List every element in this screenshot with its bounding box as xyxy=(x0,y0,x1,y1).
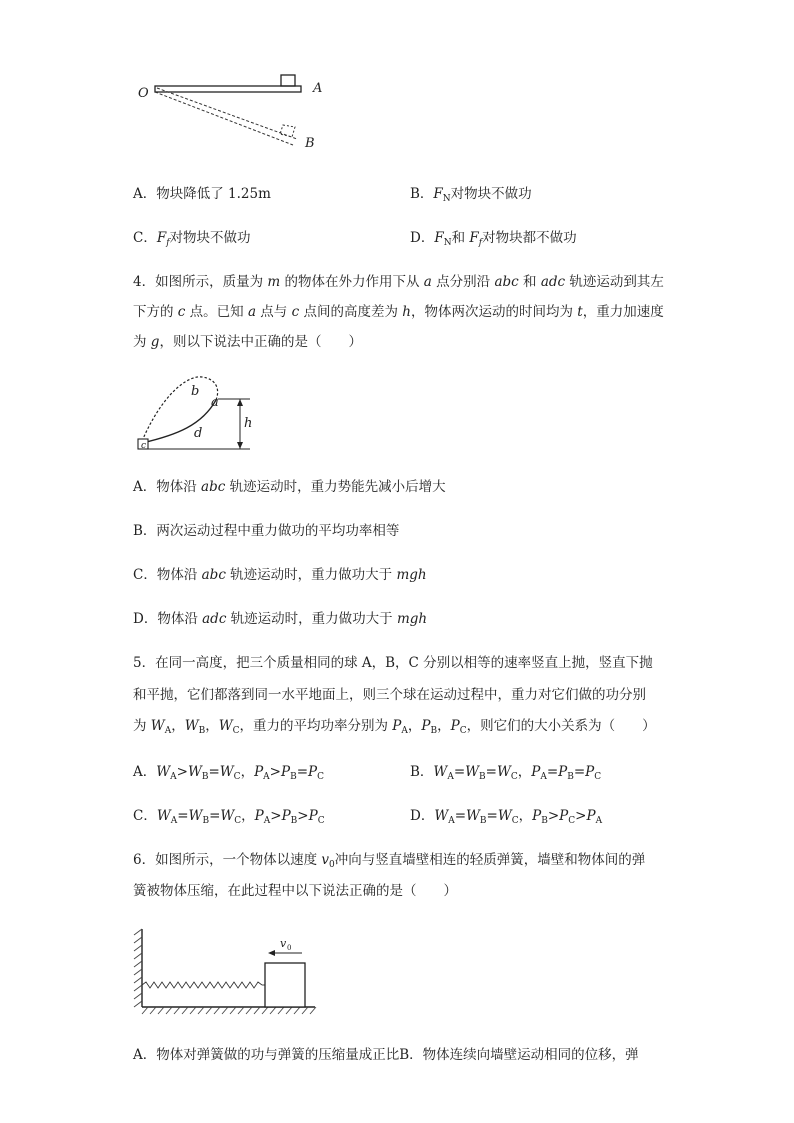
q5-stem-line3: 为 $W_A$，$W_B$，$W_C$，重力的平均功率分别为 $P_A$，$P_B$，$P_C$，则它们的大小关系为（ ） xyxy=(133,718,656,736)
fig3-label-b: B xyxy=(305,136,315,151)
q6-figure xyxy=(130,925,330,1017)
q5-option-c: C．$W_A=W_B=W_C$，$P_A>P_B>P_C$ xyxy=(133,808,325,826)
fig3-label-o: O xyxy=(138,86,149,101)
q4-option-a: A．物体沿 abc 轨迹运动时，重力势能先减小后增大 xyxy=(133,479,446,495)
fig4-label-b: b xyxy=(191,384,200,399)
q4-stem-line2: 下方的 c 点。已知 a 点与 c 点间的高度差为 h，物体两次运动的时间均为 t，重力加速度 xyxy=(133,304,664,320)
fig4-label-a: a xyxy=(211,395,219,410)
q3-figure xyxy=(130,65,330,165)
q3-option-a: A．物块降低了 1.25m xyxy=(133,186,271,202)
q6-option-a: A．物体对弹簧做的功与弹簧的压缩量成正比B．物体连续向墙壁运动相同的位移，弹 xyxy=(133,1047,639,1063)
fig3-label-a: A xyxy=(313,81,323,96)
fig6-label-v: v xyxy=(280,937,287,950)
q5-option-a: A．$W_A>W_B=W_C$，$P_A>P_B=P_C$ xyxy=(133,764,324,782)
q4-option-c: C．物体沿 abc 轨迹运动时，重力做功大于 mgh xyxy=(133,567,427,583)
q4-stem-line1: 4．如图所示，质量为 m 的物体在外力作用下从 a 点分别沿 abc 和 adc 轨迹运动到其左 xyxy=(133,274,664,290)
q5-stem-line1: 5．在同一高度，把三个质量相同的球 A，B，C 分别以相等的速率竖直上抛，竖直下抛 xyxy=(133,655,653,671)
fig4-label-h: h xyxy=(244,416,253,431)
q3-option-d: D．$F_N$和 $F_f$对物块都不做功 xyxy=(410,230,577,248)
q5-option-d: D．$W_A=W_B=W_C$，$P_B>P_C>P_A$ xyxy=(410,808,603,826)
q5-stem-line2: 和平抛，它们都落到同一水平地面上，则三个球在运动过程中，重力对它们做的功分别 xyxy=(133,687,646,703)
q5-option-b: B．$W_A=W_B=W_C$，$P_A=P_B=P_C$ xyxy=(410,764,602,782)
q4-option-d: D．物体沿 adc 轨迹运动时，重力做功大于 mgh xyxy=(133,611,428,627)
q4-stem-line3: 为 g，则以下说法中正确的是（ ） xyxy=(133,334,362,350)
q6-stem-line2: 簧被物体压缩，在此过程中以下说法正确的是（ ） xyxy=(133,883,457,899)
q3-option-c: C．$F_f$对物块不做功 xyxy=(133,230,251,248)
fig6-label-v-sub: 0 xyxy=(287,944,292,952)
q3-option-b: B．$F_N$对物块不做功 xyxy=(410,186,532,204)
q4-option-b: B．两次运动过程中重力做功的平均功率相等 xyxy=(133,523,400,539)
fig4-label-d: d xyxy=(194,426,203,441)
q6-stem-line1: 6．如图所示，一个物体以速度 $v_0$冲向与竖直墙壁相连的轻质弹簧，墙壁和物体间的弹 xyxy=(133,852,646,870)
fig4-label-c: c xyxy=(141,441,147,451)
q4-figure xyxy=(132,375,272,460)
